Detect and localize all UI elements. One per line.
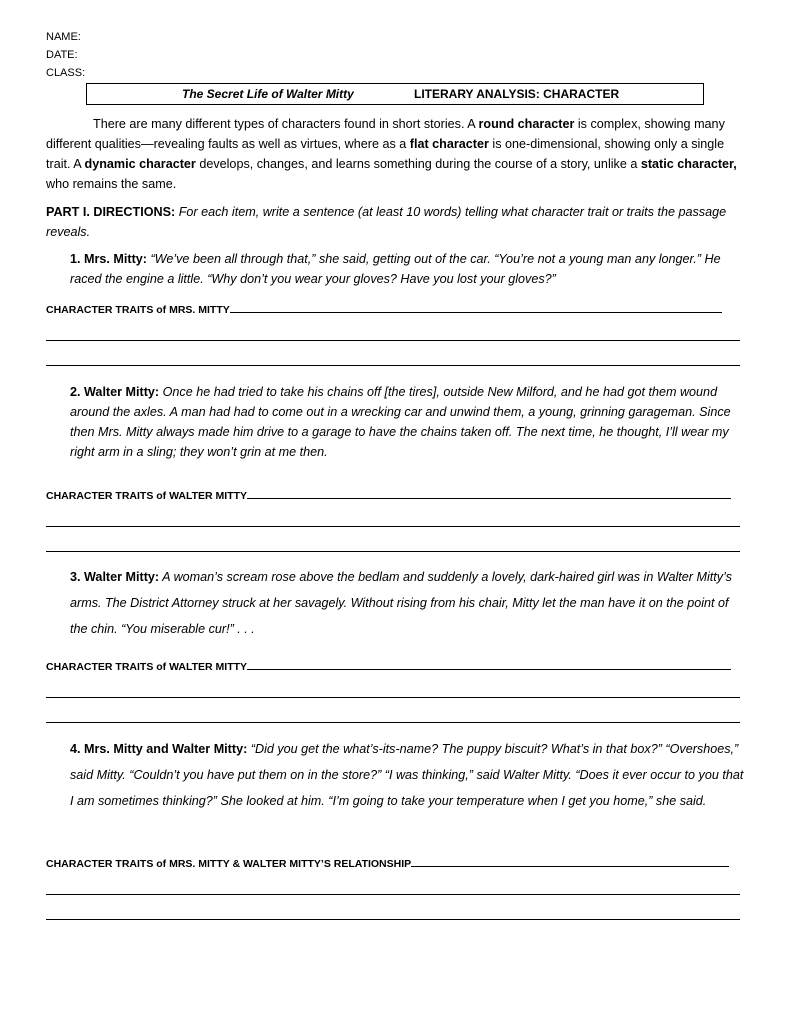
term-static-character: static character, [640,157,737,171]
section-title: LITERARY ANALYSIS: CHARACTER [414,87,620,101]
item-number: 3. [70,570,81,584]
answer-line[interactable] [46,526,740,527]
item-speaker: Mrs. Mitty: [80,252,147,266]
answer-blank[interactable] [230,302,722,313]
item-speaker: Walter Mitty: [80,385,160,399]
directions-heading: PART I. DIRECTIONS: [46,205,176,219]
answer-line[interactable] [46,340,740,341]
item-speaker: Mrs. Mitty and Walter Mitty: [80,742,248,756]
term-flat-character: flat character [409,137,489,151]
passage-2 [70,382,746,462]
answer-blank[interactable] [247,659,731,670]
name-label: NAME: [46,31,81,43]
title-box [86,83,704,105]
item-passage: “We’ve been all through that,” she said, getting out of the car. “You’re not a young man any longer.” He raced the engine a little. “Why don’t you wear your gloves? Have you lost your gloves?” [70,252,721,286]
work-title: The Secret Life of Walter Mitty [182,87,354,101]
traits-label-2 [46,488,731,502]
answer-blank[interactable] [247,488,731,499]
answer-line[interactable] [46,919,740,920]
term-round-character: round character [478,117,575,131]
answer-line[interactable] [46,365,740,366]
intro-text: is complex, showing many different qualities—revealing faults as well as virtues, where as a [46,117,725,151]
item-number: 4. [70,742,81,756]
traits-label-3 [46,659,731,673]
intro-text: develops, changes, and learns something during the course of a story, unlike a [195,157,641,171]
traits-label-1 [46,302,722,316]
intro-text: who remains the same. [46,177,177,191]
traits-label-text: CHARACTER TRAITS of MRS. MITTY & WALTER MITTY’S RELATIONSHIP [46,858,412,870]
answer-line[interactable] [46,722,740,723]
item-speaker: Walter Mitty: [80,570,160,584]
intro-paragraph [46,114,746,194]
item-passage: A woman’s scream rose above the bedlam and suddenly a lovely, dark-haired girl was in Walter Mitty’s arms. The District Attorney struck at her savagely. Without rising from his chair, Mitty let the man have it on the point of the chin. “You miserable cur!” . . . [70,570,732,636]
traits-label-text: CHARACTER TRAITS of WALTER MITTY [46,661,248,673]
class-label: CLASS: [46,67,86,79]
answer-line[interactable] [46,894,740,895]
intro-text: is one-dimensional, showing only a single trait. A [46,137,725,171]
item-passage: “Did you get the what’s-its-name? The puppy biscuit? What’s in that box?” “Overshoes,” said Mitty. “Couldn’t you have put them on in the store?” “I was thinking,” said Walter Mitty. “Does it ever occur to you that I am sometimes thinking?” She looked at him. “I’m going to take your temperature when I get you home,” she said. [70,742,744,808]
traits-label-text: CHARACTER TRAITS of MRS. MITTY [46,304,230,316]
traits-label-4 [46,856,729,870]
directions [46,202,746,242]
passage-4 [70,736,746,814]
item-passage: Once he had tried to take his chains off [the tires], outside New Milford, and he had got them wound around the axles. A man had had to come out in a wrecking car and unwind them, a young, grinning garageman. Since then Mrs. Mitty always made him drive to a garage to have the chains taken off. The next time, he thought, I’ll wear my right arm in a sling; they won’t grin at me then. [70,385,731,459]
intro-text: There are many different types of characters found in short stories. A [93,117,479,131]
directions-text: For each item, write a sentence (at least 10 words) telling what character trait or traits the passage reveals. [46,205,727,239]
passage-1 [70,249,746,289]
date-label: DATE: [46,49,78,61]
passage-3 [70,564,746,642]
term-dynamic-character: dynamic character [84,157,196,171]
item-number: 1. [70,252,81,266]
item-number: 2. [70,385,81,399]
traits-label-text: CHARACTER TRAITS of WALTER MITTY [46,490,248,502]
answer-line[interactable] [46,697,740,698]
answer-blank[interactable] [411,856,729,867]
answer-line[interactable] [46,551,740,552]
